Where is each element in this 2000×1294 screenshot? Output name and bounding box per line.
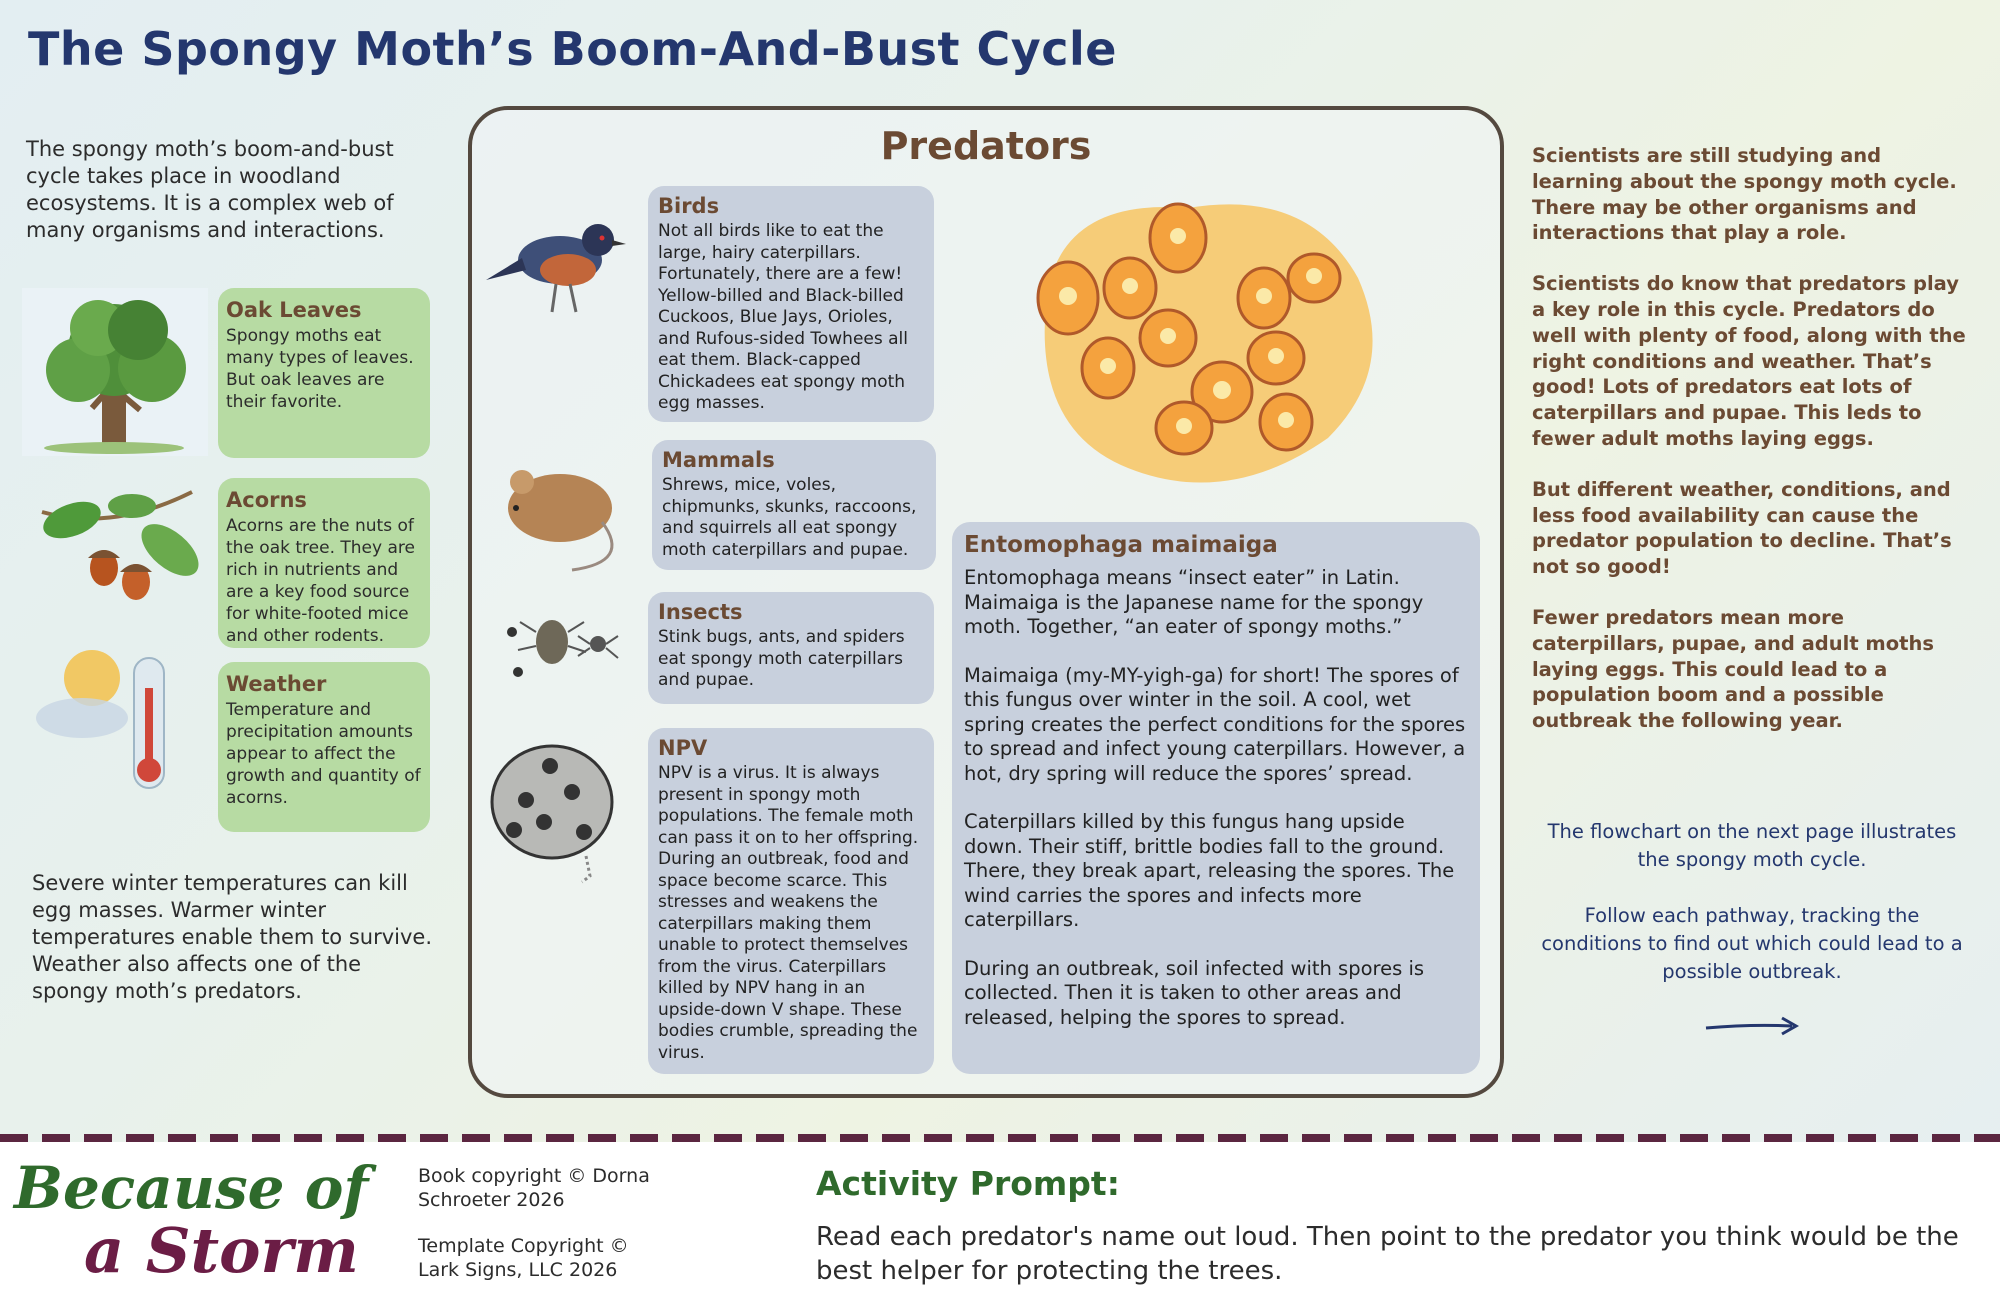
footer-divider [0,1134,2000,1142]
right-paragraph: Fewer predators mean more caterpillars, pupae, and adult moths laying eggs. This could lead to a population boom and a possible outbreak the following year. [1532,605,1934,733]
predators-heading: Predators [880,124,1092,168]
activity-text: Read each predator's name out loud. Then point to the predator you think would be the best helper for protecting the trees. [816,1222,1959,1286]
right-column [1532,143,1972,759]
right-paragraph: Scientists are still studying and learning about the spongy moth cycle. There may be other organisms and interactions that play a role. [1532,144,1957,245]
card-title: Mammals [662,448,775,472]
card-text: Acorns are the nuts of the oak tree. They are rich in nutrients and are a key food source for white-footed mice and other rodents. [226,516,415,646]
right-paragraph: But different weather, conditions, and less food availability can cause the predator population to decline. That’s not so good! [1532,477,1952,579]
card-insects [648,592,934,704]
logo-line1: Because of [14,1154,369,1222]
flowchart-note [1540,818,1964,1046]
card-oak-leaves [218,288,430,458]
right-arrow-icon [1702,1014,1802,1038]
winter-text: Severe winter temperatures can kill egg masses. Warmer winter temperatures enable them to survive. Weather also affects one of the spongy moth’s predators. [32,871,432,1003]
book-copyright: Book copyright © Dorna Schroeter 2026 [418,1165,650,1211]
card-title: Oak Leaves [226,298,362,322]
flowchart-text: The flowchart on the next page illustrates the spongy moth cycle. [1547,820,1957,871]
card-text: Shrews, mice, voles, chipmunks, skunks, raccoons, and squirrels all eat spongy moth caterpillars and pupae. [662,475,917,560]
ento-paragraph: During an outbreak, soil infected with spores is collected. Then it is taken to other areas and released, helping the spores to spread. [964,956,1425,1029]
intro-text: The spongy moth’s boom-and-bust cycle takes place in woodland ecosystems. It is a complex web of many organisms and interactions. [26,137,394,242]
card-weather [218,662,430,832]
card-acorns [218,478,430,648]
card-text: Spongy moths eat many types of leaves. But oak leaves are their favorite. [226,326,414,412]
ento-paragraph: Caterpillars killed by this fungus hang upside down. Their stiff, brittle bodies fall to the ground. There, they break apart, releasing the spores. The wind carries the spores and infects more caterpillars. [964,810,1455,931]
thermometer-sun-icon [22,618,208,802]
oak-tree-icon [22,288,208,456]
book-logo [10,1154,390,1282]
fungus-spores-icon [1008,178,1400,498]
insects-icon [490,602,630,692]
page-title: The Spongy Moth’s Boom-And-Bust Cycle [28,22,1117,76]
card-entomophaga [952,522,1480,1074]
card-title: NPV [658,736,708,760]
card-title: Birds [658,194,720,218]
logo-line2: a Storm [84,1214,359,1282]
mouse-icon [492,452,632,578]
bird-icon [480,196,640,326]
card-mammals [652,440,936,570]
template-copyright: Template Copyright © Lark Signs, LLC 2026 [418,1235,629,1281]
card-birds [648,186,934,422]
card-title: Weather [226,672,327,696]
acorn-icon [22,472,208,612]
card-title: Acorns [226,488,307,512]
card-text: Not all birds like to eat the large, hairy caterpillars. Fortunately, there are a few! Yellow-billed and Black-billed Cuckoos, Blue Jays, Orioles, and Rufous-sided Towhees all eat them. Black-capped Chickadees eat spongy moth egg masses. [658,221,909,413]
npv-virus-icon [486,736,626,886]
card-title: Entomophaga maimaiga [964,532,1278,558]
follow-text: Follow each pathway, tracking the conditions to find out which could lead to a possible outbreak. [1541,904,1963,983]
card-text: Temperature and precipitation amounts appear to affect the growth and quantity of acorns. [226,700,421,808]
ento-paragraph: Entomophaga means “insect eater” in Latin. Maimaiga is the Japanese name for the spongy moth. Together, “an eater of spongy moths.” [964,566,1424,638]
card-npv [648,728,934,1074]
right-paragraph: Scientists do know that predators play a key role in this cycle. Predators do well with plenty of food, along with the right conditions and weather. That’s good! Lots of predators eat lots of caterpillars and pupae. This leds to fewer adult moths laying eggs. [1532,272,1966,450]
ento-paragraph: Maimaiga (my-MY-yigh-ga) for short! The spores of this fungus over winter in the soil. A cool, wet spring creates the perfect conditions for the spores to spread and infect young caterpillars. However, a hot, dry spring will reduce the spores’ spread. [964,663,1466,785]
footer [0,1142,2000,1294]
card-text: NPV is a virus. It is always present in spongy moth populations. The female moth can pass it on to her offspring. During an outbreak, food and space become scarce. This stresses and weakens the caterpillars making them unable to protect themselves from the virus. Caterpillars killed by NPV hang in an upside-down V shape. These bodies crumble, spreading the virus. [658,763,919,1063]
card-text: Stink bugs, ants, and spiders eat spongy moth caterpillars and pupae. [658,627,905,690]
card-title: Insects [658,600,743,624]
activity-label: Activity Prompt: [816,1164,1120,1203]
